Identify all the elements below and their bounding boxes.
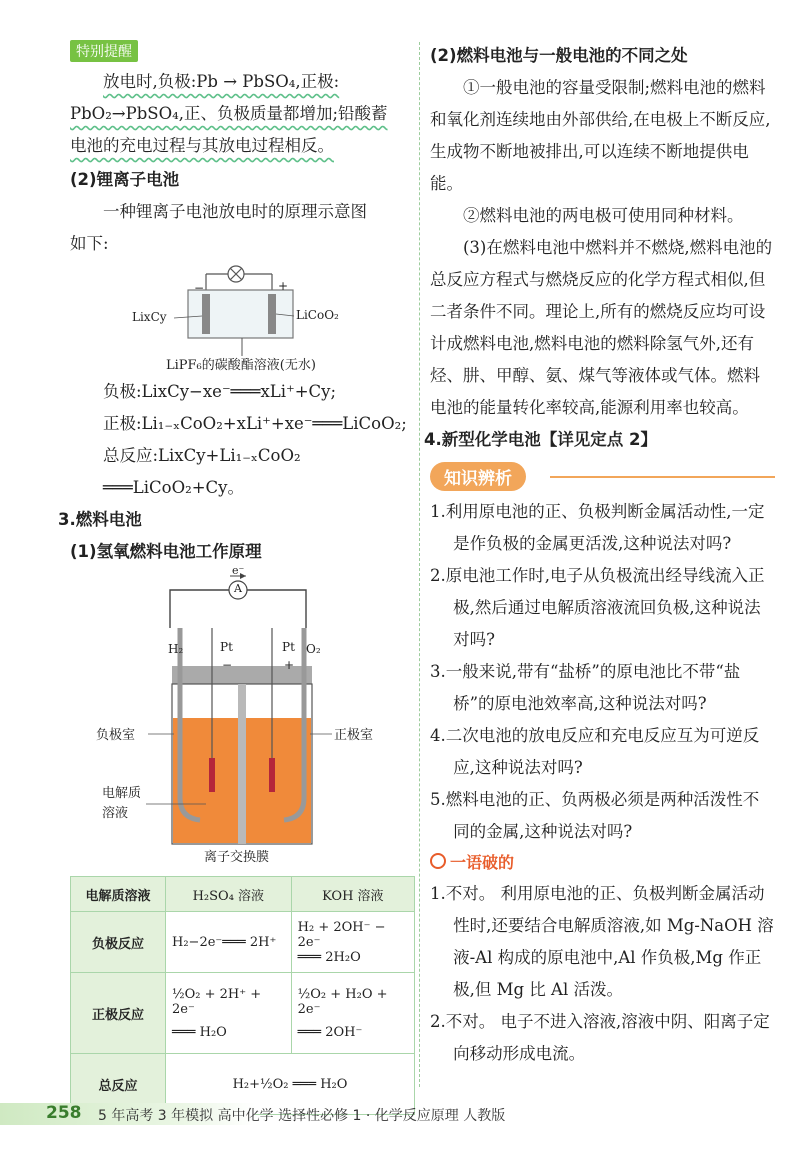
table-header-cell: KOH 溶液 — [291, 877, 414, 912]
li-eq-negative: 负极:LixCy−xe⁻═══xLi⁺+Cy; — [103, 382, 337, 401]
left-column — [58, 40, 415, 1115]
table-cell: H₂+½O₂ ═══ H₂O — [166, 1054, 415, 1115]
table-row — [71, 912, 415, 973]
li-plus-sign: + — [278, 279, 289, 293]
negative-chamber-label: 负极室 — [96, 728, 136, 743]
li-eq-positive: 正极:Li₁₋ₓCoO₂+xLi⁺+xe⁻═══LiCoO₂; — [103, 414, 407, 433]
list-item: 4.二次电池的放电反应和充电反应互为可逆反应,这种说法对吗? — [430, 726, 760, 777]
table-header-cell: H₂SO₄ 溶液 — [166, 877, 292, 912]
special-note-tag: 特别提醒 — [70, 40, 138, 62]
remark-line-2: PbO₂→PbSO₄,正、负极质量都增加;铅酸蓄 — [70, 104, 388, 123]
li-battery-title: (2)锂离子电池 — [70, 170, 180, 189]
column-divider — [419, 42, 421, 1087]
remark-line-3: 电池的充电过程与其放电过程相反。 — [70, 136, 334, 155]
li-ion-diagram — [70, 260, 415, 372]
cell-line: H₂ + 2OH⁻ − 2e⁻ — [297, 919, 386, 950]
answer-title: 一语破的 — [450, 853, 515, 872]
cell-line: ═══ 2OH⁻ — [297, 1024, 363, 1040]
cell-line: ½O₂ + 2H⁺ + 2e⁻ — [172, 986, 262, 1017]
table-cell: H₂−2e⁻═══ 2H⁺ — [166, 912, 292, 973]
h2-o2-cell-diagram — [70, 564, 415, 868]
list-item: 2.不对。 电子不进入溶液,溶液中阴、阳离子定向移动形成电流。 — [430, 1012, 770, 1063]
li-minus-sign: − — [194, 281, 205, 295]
li-cathode-label: LiCoO₂ — [296, 308, 339, 322]
table-cell — [291, 912, 414, 973]
fuel-cell-title: 3.燃料电池 — [58, 510, 142, 529]
question-list — [430, 496, 775, 848]
page-footer — [0, 1097, 800, 1131]
membrane-label: 离子交换膜 — [204, 850, 270, 865]
li-eq-total: 总反应:LixCy+Li₁₋ₓCoO₂ ═══LiCoO₂+Cy。 — [103, 446, 301, 497]
table-cell — [291, 973, 414, 1054]
table-header-cell: 电解质溶液 — [71, 877, 166, 912]
book-title: 5 年高考 3 年模拟 高中化学 选择性必修 1 · 化学反应原理 人教版 — [98, 1108, 506, 1124]
electrolyte-label-2: 溶液 — [102, 806, 129, 821]
table-header-row — [71, 877, 415, 912]
li-intro-1: 一种锂离子电池放电时的原理示意图 — [103, 202, 367, 221]
li-anode-label: LixCy — [132, 310, 167, 324]
list-item: 5.燃料电池的正、负两极必须是两种活泼性不同的金属,这种说法对吗? — [430, 790, 760, 841]
cell-line: ½O₂ + H₂O + 2e⁻ — [297, 986, 388, 1017]
row-label: 正极反应 — [71, 973, 166, 1054]
list-item: 2.原电池工作时,电子从负极流出经导线流入正极,然后通过电解质溶液流回负极,这种说法对吗? — [430, 566, 765, 649]
difference-title: (2)燃料电池与一般电池的不同之处 — [430, 46, 688, 65]
list-item: 1.不对。 利用原电池的正、负极判断金属活动性时,还要结合电解质溶液,如 Mg-NaOH 溶液-Al 构成的原电池中,Al 作负极,Mg 作正极,但 Mg 比 Al 活泼。 — [430, 884, 774, 999]
electrolyte-label-1: 电解质 — [102, 786, 142, 801]
h2-label: H₂ — [168, 642, 184, 656]
target-icon — [430, 853, 446, 869]
cell-line: ═══ H₂O — [172, 1024, 227, 1040]
answer-heading — [430, 848, 775, 878]
positive-chamber-label: 正极室 — [334, 728, 374, 743]
new-battery-title: 4.新型化学电池【详见定点 2】 — [424, 430, 657, 449]
li-electrolyte-label: LiPF₆的碳酸酯溶液(无水) — [166, 358, 316, 373]
table-cell — [166, 973, 292, 1054]
difference-2: ②燃料电池的两电极可使用同种材料。 — [463, 206, 744, 225]
right-column — [424, 40, 775, 1070]
row-label: 总反应 — [71, 1054, 166, 1115]
list-item: 3.一般来说,带有“盐桥”的原电池比不带“盐桥”的原电池效率高,这种说法对吗? — [430, 662, 741, 713]
electron-label: e⁻ — [232, 564, 245, 577]
pt-right-sign: + — [284, 658, 295, 672]
banner-rule — [550, 476, 775, 478]
list-item: 1.利用原电池的正、负极判断金属活动性,一定是作负极的金属更活泼,这种说法对吗? — [430, 502, 765, 553]
ammeter-label: A — [234, 582, 242, 595]
row-label: 负极反应 — [71, 912, 166, 973]
pt-left-label: Pt — [220, 640, 233, 654]
knowledge-banner-label: 知识辨析 — [430, 462, 526, 491]
li-intro-2: 如下: — [70, 234, 109, 253]
pt-left-sign: − — [222, 658, 233, 672]
knowledge-banner — [430, 462, 775, 492]
cell-line: ═══ 2H₂O — [297, 949, 361, 965]
difference-1: ①一般电池的容量受限制;燃料电池的燃料和氧化剂连续地由外部供给,在电极上不断反应,生成物不断地被排出,可以连续不断地提供电能。 — [430, 78, 771, 193]
table-row — [71, 973, 415, 1054]
answer-list — [430, 878, 775, 1070]
o2-label: O₂ — [306, 642, 321, 656]
page-number: 258 — [46, 1103, 82, 1123]
fuel-cell-table — [70, 876, 415, 1115]
pt-right-label: Pt — [282, 640, 295, 654]
h2o2-title: (1)氢氧燃料电池工作原理 — [70, 542, 262, 561]
remark-line-1: 放电时,负极:Pb → PbSO₄,正极: — [103, 72, 340, 91]
difference-3: (3)在燃料电池中燃料并不燃烧,燃料电池的总反应方程式与燃烧反应的化学方程式相似,但二者条件不同。理论上,所有的燃烧反应均可设计成燃料电池,燃料电池的燃料除氢气外,还有烃、肼、甲醇、氨、煤气等液体或气体。燃料电池的能量转化率较高,能源利用率也较高。 — [430, 238, 773, 417]
